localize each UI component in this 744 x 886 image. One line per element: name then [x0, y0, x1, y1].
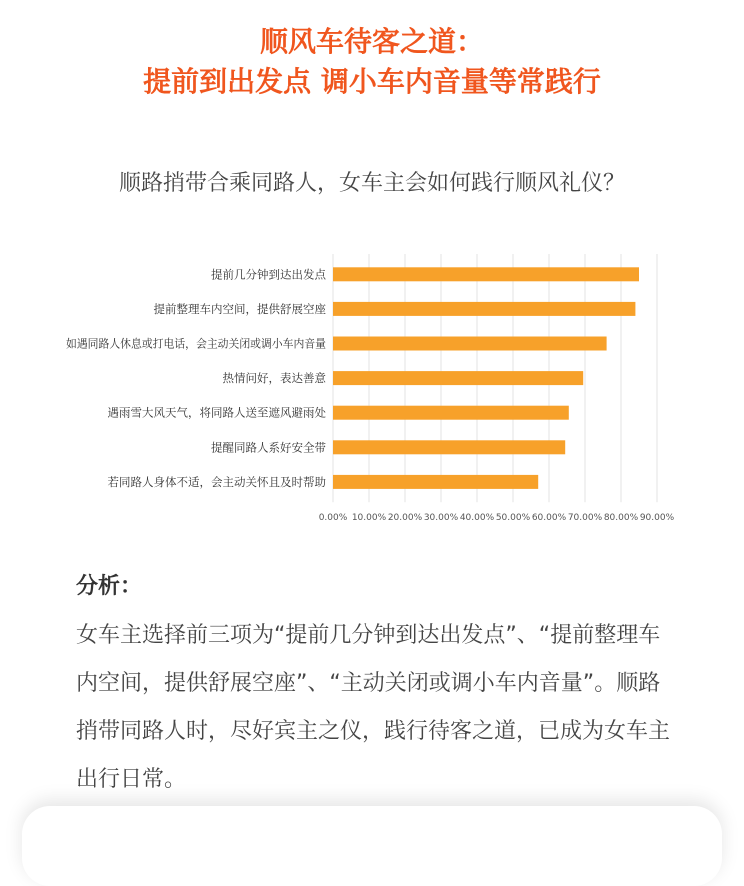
bar-chart: [0, 248, 744, 538]
headline-line-2: 提前到出发点 调小车内音量等常践行: [143, 65, 601, 98]
x-tick-label: 30.00%: [423, 513, 459, 524]
category-label: 提醒同路人系好安全带: [211, 440, 326, 455]
x-tick-label: 90.00%: [639, 513, 675, 524]
category-label: 若同路人身体不适，会主动关怀且及时帮助: [107, 474, 326, 489]
headline: [0, 22, 744, 102]
card-bottom-edge: [22, 806, 722, 886]
x-tick-label: 60.00%: [531, 513, 567, 524]
headline-line-1: 顺风车待客之道：: [259, 25, 484, 58]
bar: [333, 371, 583, 385]
bar: [333, 475, 538, 489]
category-label: 提前几分钟到达出发点: [211, 267, 326, 282]
analysis-body: 女车主选择前三项为“提前几分钟到达出发点”、“提前整理车内空间，提供舒展空座”、“主动关闭或调小车内音量”。顺路捎带同路人时，尽好宾主之仪，践行待客之道，已成为女车主出行日常。: [76, 623, 671, 792]
x-tick-label: 70.00%: [567, 513, 603, 524]
chart-bars: [333, 267, 639, 489]
bar: [333, 267, 639, 281]
x-tick-label: 40.00%: [459, 513, 495, 524]
category-label: 遇雨雪大风天气，将同路人送至遮风避雨处: [107, 405, 326, 420]
category-label: 热情问好，表达善意: [222, 371, 326, 386]
bar: [333, 337, 607, 351]
category-label: 提前整理车内空间，提供舒展空座: [153, 301, 326, 316]
x-tick-label: 80.00%: [603, 513, 639, 524]
category-labels: [66, 267, 326, 489]
x-axis-ticks: [319, 513, 675, 523]
category-label: 如遇同路人休息或打电话，会主动关闭或调小车内音量: [66, 336, 326, 351]
bar: [333, 302, 635, 316]
analysis-title: 分析：: [76, 574, 143, 599]
x-tick-label: 50.00%: [495, 513, 531, 524]
survey-question: 顺路捎带合乘同路人，女车主会如何践行顺风礼仪？: [118, 171, 625, 196]
x-tick-label: 0.00%: [318, 513, 348, 524]
x-tick-label: 20.00%: [387, 513, 423, 524]
bar: [333, 440, 565, 454]
bar: [333, 406, 569, 420]
x-tick-label: 10.00%: [351, 513, 387, 524]
